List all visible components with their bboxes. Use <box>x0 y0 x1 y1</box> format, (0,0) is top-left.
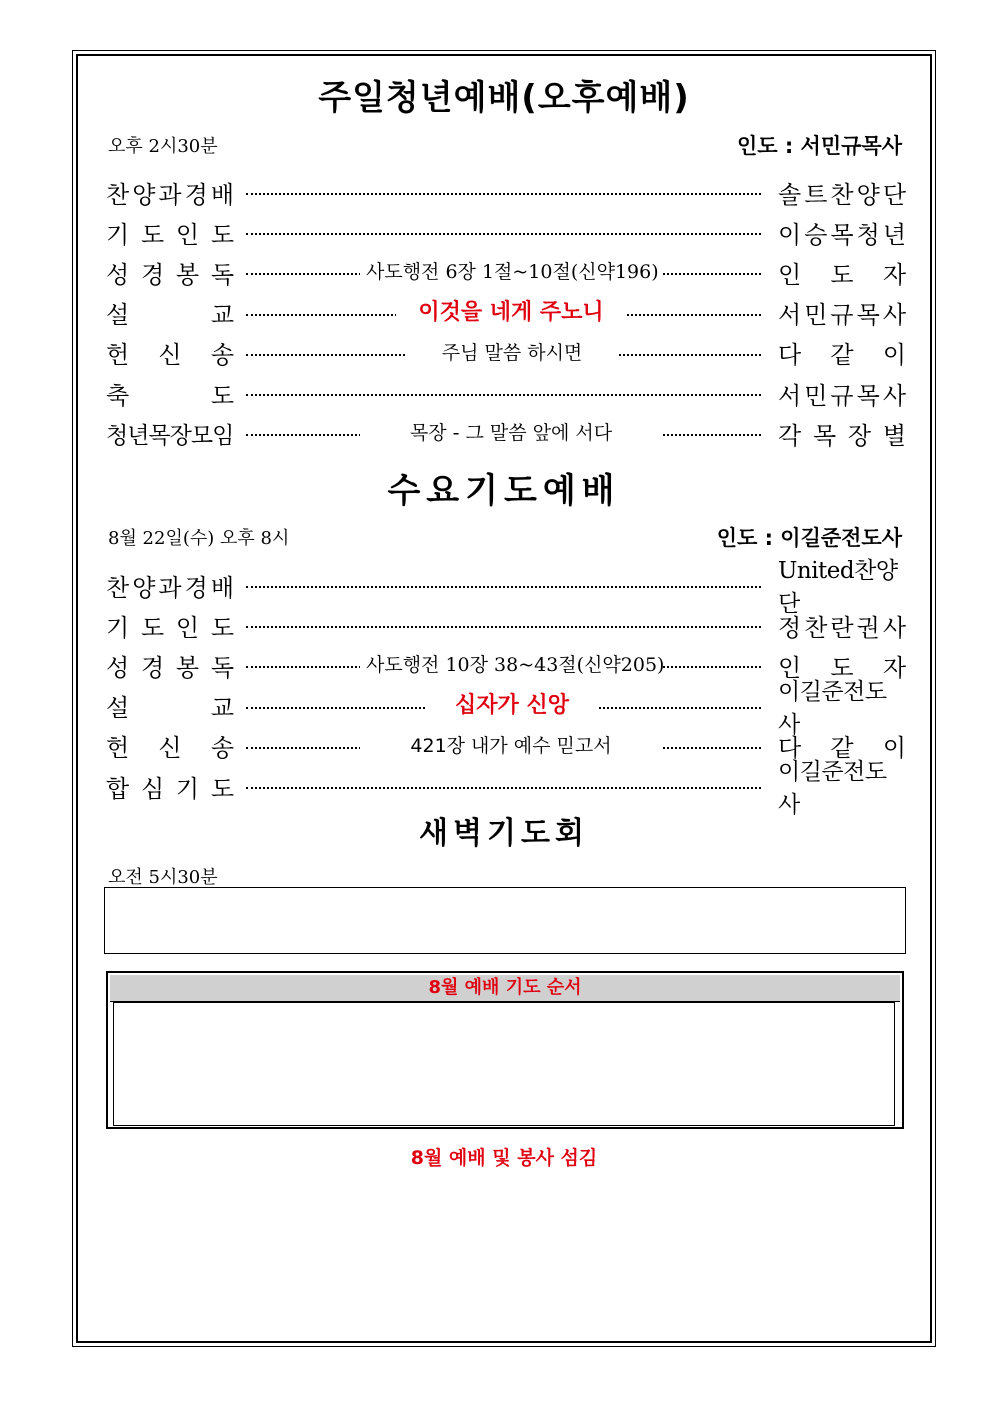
service-duty-title: 8월 예배 및 봉사 섬김 <box>410 1147 598 1169</box>
order-label: 청년목장모임 <box>106 422 234 449</box>
dotted-leader <box>246 233 761 235</box>
order-row <box>106 174 906 210</box>
order-label: 기 도 인 도 <box>106 220 234 249</box>
order-label: 설 교 <box>106 694 234 723</box>
order-label: 헌 신 송 <box>106 341 234 370</box>
order-label: 설 교 <box>106 301 234 330</box>
order-person: 다 같 이 <box>778 734 906 763</box>
order-row <box>106 415 906 451</box>
order-content: 사도행전 6장 1절~10절(신약196) <box>360 256 662 288</box>
prayer-order-title: 8월 예배 기도 순서 <box>110 975 900 1002</box>
order-content: 사도행전 10장 38~43절(신약205) <box>360 649 662 681</box>
order-row <box>106 335 906 371</box>
order-person: 서 민 규 목 사 <box>778 301 906 330</box>
order-label: 성 경 봉 독 <box>106 260 234 289</box>
order-row <box>106 254 906 290</box>
order-row <box>106 678 906 738</box>
order-label: 기 도 인 도 <box>106 613 234 642</box>
order-person: United찬양단 <box>778 558 898 617</box>
prayer-table-border <box>113 1002 895 1126</box>
order-label: 성 경 봉 독 <box>106 653 234 682</box>
order-person: 서 민 규 목 사 <box>778 381 906 410</box>
order-label: 축 도 <box>106 381 234 410</box>
order-row <box>106 295 906 331</box>
order-person: 다 같 이 <box>778 341 906 370</box>
order-label: 헌 신 송 <box>106 734 234 763</box>
wednesday-service-leader: 인도 : 이길준전도사 <box>716 526 902 550</box>
order-person: 인 도 자 <box>778 653 906 682</box>
order-person: 인 도 자 <box>778 260 906 289</box>
order-person: 이 승 목 청 년 <box>778 220 906 249</box>
order-row <box>106 375 906 411</box>
order-content: 이것을 네게 주노니 <box>396 297 626 329</box>
order-person: 솔 트 찬 양 단 <box>778 180 906 209</box>
order-person: 정 찬 란 권 사 <box>778 613 906 642</box>
youth-service-title: 주일청년예배(오후예배) <box>318 78 690 118</box>
youth-service-leader: 인도 : 서민규목사 <box>736 134 902 158</box>
dawn-prayer-time: 오전 5시30분 <box>108 867 218 888</box>
wednesday-service-time: 8월 22일(수) 오후 8시 <box>108 528 290 549</box>
order-person: 이길준전도사 <box>778 759 887 818</box>
wednesday-service-title: 수요기도예배 <box>387 471 621 511</box>
order-person: 각 목 장 별 <box>778 421 906 450</box>
order-row <box>106 214 906 250</box>
dotted-leader <box>246 394 761 396</box>
order-content: 421장 내가 예수 믿고서 <box>360 730 662 762</box>
dotted-leader <box>246 586 761 588</box>
dawn-table-border <box>104 887 906 954</box>
youth-service-time: 오후 2시30분 <box>108 136 218 157</box>
dotted-leader <box>246 787 761 789</box>
order-row <box>106 607 906 643</box>
order-content: 목장 - 그 말씀 앞에 서다 <box>360 417 662 449</box>
order-label: 찬 양 과 경 배 <box>106 573 234 602</box>
dawn-prayer-title: 새벽기도회 <box>419 816 589 851</box>
order-content: 십자가 신앙 <box>426 690 598 722</box>
dotted-leader <box>246 626 761 628</box>
order-content: 주님 말씀 하시면 <box>406 337 618 369</box>
dotted-leader <box>246 193 761 195</box>
order-row <box>106 558 906 617</box>
order-row <box>106 759 906 818</box>
order-person: 이길준전도사 <box>778 678 887 738</box>
order-label: 합 심 기 도 <box>106 774 234 803</box>
order-label: 찬 양 과 경 배 <box>106 180 234 209</box>
